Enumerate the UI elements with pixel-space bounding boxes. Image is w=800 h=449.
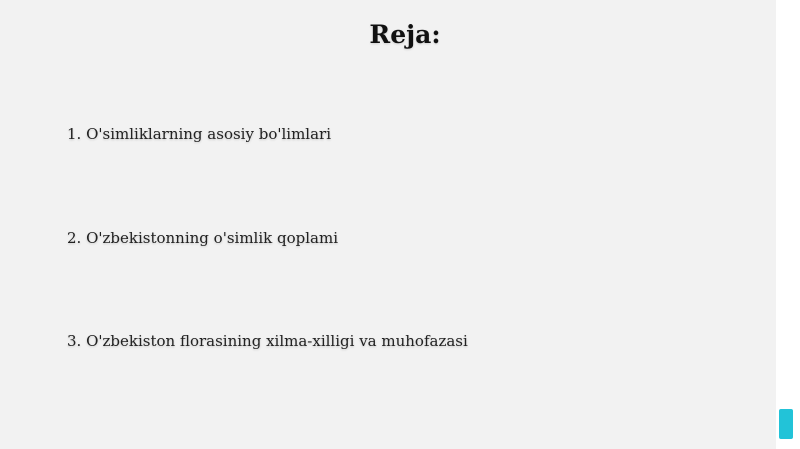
plan-item-1: 1. O'simliklarning asosiy bo'limlari — [67, 125, 331, 143]
scrollbar-track[interactable] — [776, 0, 800, 449]
plan-item-3: 3. O'zbekiston florasining xilma-xilligi va muhofazasi — [67, 332, 468, 350]
scrollbar-thumb[interactable] — [779, 409, 793, 439]
slide-title: Reja: — [369, 20, 441, 49]
plan-item-2: 2. O'zbekistonning o'simlik qoplami — [67, 229, 338, 247]
